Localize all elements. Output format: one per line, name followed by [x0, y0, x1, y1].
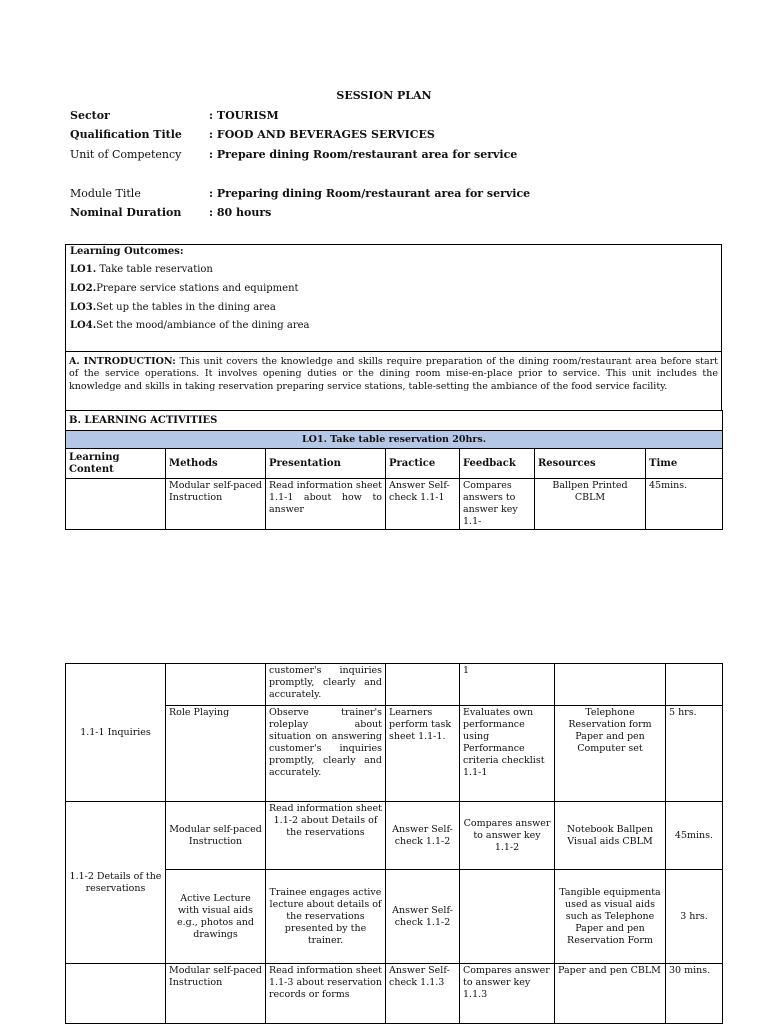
cell-practice	[386, 664, 460, 706]
learning-outcome-item: LO3.Set up the tables in the dining area	[70, 302, 276, 313]
cell-practice: Learners perform task sheet 1.1-1.	[386, 706, 460, 802]
cell-feedback: Compares answers to answer key 1.1-	[460, 479, 535, 530]
column-header: Time	[646, 449, 723, 479]
cell-resources: Telephone Reservation form Paper and pen Computer set	[555, 706, 666, 802]
learning-outcomes-heading: Learning Outcomes:	[70, 246, 184, 257]
learning-outcome-item: LO1. Take table reservation	[70, 264, 213, 275]
cell-resources: Ballpen Printed CBLM	[535, 479, 646, 530]
field-value: : 80 hours	[209, 206, 272, 219]
lo1-banner: LO1. Take table reservation 20hrs.	[66, 431, 723, 449]
field-label: Qualification Title	[70, 128, 182, 141]
cell-presentation: Read information sheet 1.1-2 about Details of the reservations	[266, 802, 386, 870]
cell-method: Active Lecture with visual aids e.g., photos and drawings	[166, 870, 266, 964]
field-label: Nominal Duration	[70, 206, 182, 219]
table-row	[66, 664, 723, 706]
cell-practice: Answer Self-check 1.1.3	[386, 964, 460, 1024]
cell-practice: Answer Self-check 1.1-2	[386, 802, 460, 870]
field-label: Module Title	[70, 187, 141, 200]
column-header: Methods	[166, 449, 266, 479]
cell-feedback: Compares answer to answer key 1.1-2	[460, 802, 555, 870]
cell-content	[66, 964, 166, 1024]
cell-time: 45mins.	[646, 479, 723, 530]
cell-presentation: Observe trainer's roleplay about situation on answering customer's inquiries promptly, clearly and accurately.	[266, 706, 386, 802]
cell-resources: Paper and pen CBLM	[555, 964, 666, 1024]
cell-content	[66, 479, 166, 530]
cell-feedback: 1	[460, 664, 555, 706]
cell-presentation: customer's inquiries promptly, clearly and accurately.	[266, 664, 386, 706]
table-row	[66, 802, 723, 870]
cell-time: 30 mins.	[666, 964, 723, 1024]
field-label: Sector	[70, 109, 110, 122]
cell-time: 5 hrs.	[666, 706, 723, 802]
cell-method: Modular self-paced Instruction	[166, 802, 266, 870]
cell-method: Modular self-paced Instruction	[166, 479, 266, 530]
cell-practice: Answer Self-check 1.1-2	[386, 870, 460, 964]
cell-presentation: Trainee engages active lecture about details of the reservations presented by the trainer.	[266, 870, 386, 964]
column-header: Resources	[535, 449, 646, 479]
field-value: : FOOD AND BEVERAGES SERVICES	[209, 128, 435, 141]
column-header: Practice	[386, 449, 460, 479]
cell-resources	[555, 664, 666, 706]
cell-practice: Answer Self-check 1.1-1	[386, 479, 460, 530]
learning-outcome-item: LO2.Prepare service stations and equipment	[70, 283, 299, 294]
cell-time: 3 hrs.	[666, 870, 723, 964]
table-row	[66, 964, 723, 1024]
cell-feedback: Compares answer to answer key 1.1.3	[460, 964, 555, 1024]
introduction-text: This unit covers the knowledge and skills require preparation of the dining room/restaurant area before start of the service operations. It involves opening duties or the dining room mise-en-place prior to service. This unit includes the knowledge and skills in taking reservation preparing service stations, table-setting the ambiance of the food service facility.	[69, 356, 718, 392]
introduction-box	[65, 351, 722, 411]
column-header: Presentation	[266, 449, 386, 479]
cell-method	[166, 664, 266, 706]
cell-resources: Notebook Ballpen Visual aids CBLM	[555, 802, 666, 870]
field-value: : TOURISM	[209, 109, 279, 122]
cell-presentation: Read information sheet 1.1-1 about how to answer	[266, 479, 386, 530]
field-value: : Prepare dining Room/restaurant area for service	[209, 148, 518, 161]
cell-presentation: Read information sheet 1.1-3 about reservation records or forms	[266, 964, 386, 1024]
introduction-label: A. INTRODUCTION:	[69, 356, 176, 367]
cell-method: Modular self-paced Instruction	[166, 964, 266, 1024]
cell-time	[666, 664, 723, 706]
learning-activities-table	[65, 410, 723, 530]
learning-outcomes-box	[65, 244, 722, 352]
table-row	[66, 479, 723, 530]
cell-feedback: Evaluates own performance using Performance criteria checklist 1.1-1	[460, 706, 555, 802]
cell-content: 1.1-1 Inquiries	[66, 664, 166, 802]
field-value: : Preparing dining Room/restaurant area for service	[209, 187, 531, 200]
field-label: Unit of Competency	[70, 148, 182, 161]
learning-activities-label: B. LEARNING ACTIVITIES	[66, 411, 723, 431]
cell-feedback	[460, 870, 555, 964]
cell-time: 45mins.	[666, 802, 723, 870]
cell-method: Role Playing	[166, 706, 266, 802]
column-header: Learning Content	[66, 449, 166, 479]
continuation-table	[65, 663, 723, 1024]
column-header: Feedback	[460, 449, 535, 479]
page-title: SESSION PLAN	[336, 89, 432, 102]
cell-resources: Tangible equipmenta used as visual aids such as Telephone Paper and pen Reservation Form	[555, 870, 666, 964]
learning-outcome-item: LO4.Set the mood/ambiance of the dining area	[70, 320, 310, 331]
cell-content: 1.1-2 Details of the reservations	[66, 802, 166, 964]
